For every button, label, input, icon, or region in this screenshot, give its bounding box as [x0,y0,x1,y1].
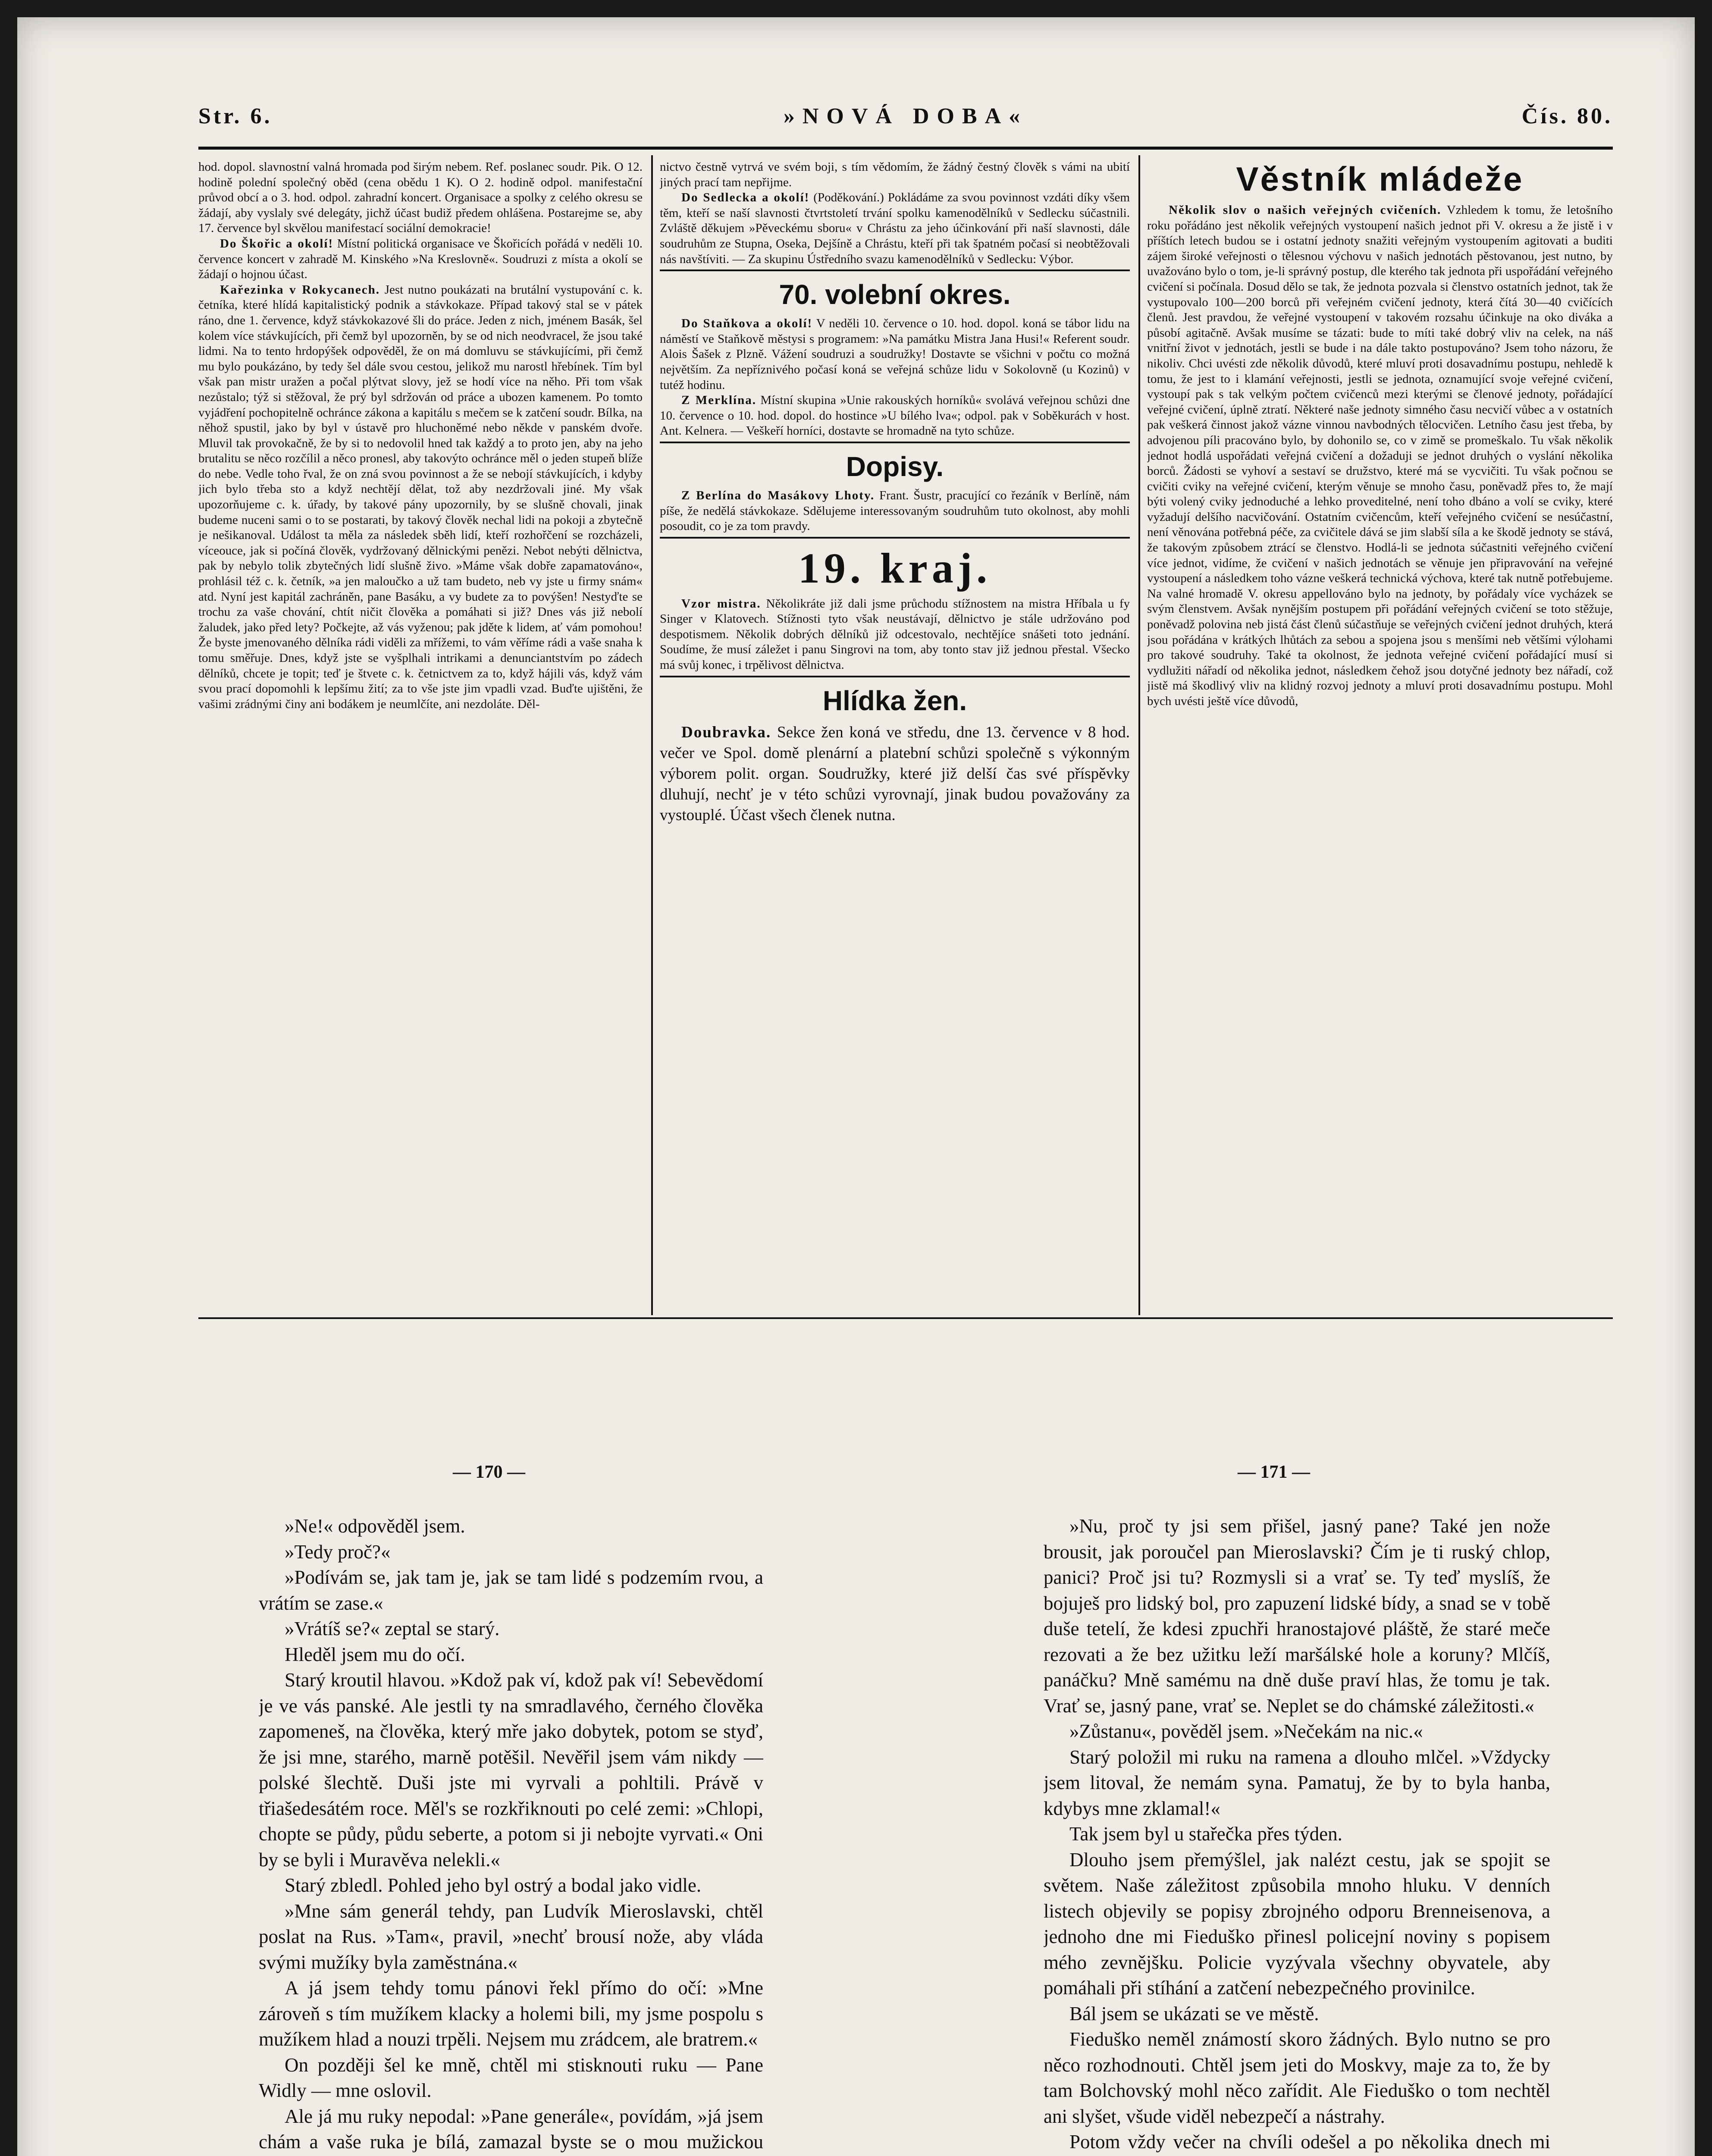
article-heading: Kařezinka v Rokycanech. [220,282,380,297]
page-number-right: — 171 — [1238,1462,1310,1482]
article-paragraph [660,596,1130,673]
column-divider [1138,155,1140,1315]
section-title-hlidka-zen: Hlídka žen. [822,685,967,716]
story-paragraph: Ale já mu ruky nepodal: »Pane generále«, povídám, »já jsem chám a vaše ruka je bílá, zamazal byste se o mou mužickou [259,2105,763,2153]
section-title-dopisy: Dopisy. [846,451,944,482]
article-text: Vzhledem k tomu, že letošního roku pořádáno jest několik veřejných vystoupení našich jednot při V. okresu a že jistě i v příštích letech budou se i ostatní jednoty snažiti veřejným vystoupením agitovati a buditi zájem široké veřejnosti o tělesnou výchovu v našich jednotách pěstovanou, jest nutno, by uvažováno bylo o tom, je-li správný postup, dle kterého tak jednota při uspořádání veřejného cvičení si počínala. Dosud dělo se tak, že jednota pozvala si členstvo ostatních jednot, tak že vystupovalo 100—200 borců při veřejném cvičení jednoty, která čítá 30—40 cvičících členů. Jest pravdou, že veřejné vystoupení v takovém rozsahu účinkuje na oko diváka a působí agitačně. Avšak musíme se tázati: bude to míti také dobrý vliv na celek, na náš vnitřní život v jednotách, jestli se bude i na dále takto postupováno? Jsem toho názoru, že nikoliv. Chci uvésti zde několik důvodů, které mluví proti dosavadnímu postupu, nehledě k tomu, že jest to i klamání veřejnosti, jestli se jednota, oznamující svoje veřejné cvičení, vystoupí pak s tak velkým počtem cvičenců mezi kterými se členové jednoty, pořádající veřejné cvičení, úplně ztratí. Některé naše jednoty simného času necvičí vůbec a v ostatních pak veškerá činnost jakož vázne vinnou navbodných tělocvičen. Letního času jest třeba, by advojenou píli pracováno bylo, by dohonilo se, co v zimě se promeškalo. Tu však několik jednot hodlá uspořádati veřejná cvičení a dožaduji se jednot druhých o vyslání několika borců. Žádosti se vyhoví a sestaví se družstvo, které má se vycvičiti. Tu však počnou se cvičiti cviky na veřejné cvičení, kterým věnuje se mnoho času, poněvadž přes to, že mají býti volený cviky jednoduché a lehko proveditelné, není toho dbáno a volí se cviky, které vyžadují delšího nacvičování. Ostatním cvičencům, kteří veřejného cvičení se nesúčastní, není věnována potřebná péče, za cvičitele dává se jim slabší síla a ke škodě jednoty se stává, že takovým způsobem ztrácí se členstvo. Hodlá-li se jednota súčastniti veřejného cvičení více jednot, vidíme, že cvičení v našich jednotách se věnuje jen připravování na veřejné vystoupení a následkem toho vázne veškerá technická výchova, které tak nutně potřebujeme. Na valné hromadě V. okresu appellováno bylo na jednoty, by pořádaly více vycházek se svým členstvem. Avšak nynějším postupem při pořádání veřejných cvičení se toto stěžuje, poněvadž polovina neb jistá část členů súčastňuje se veřejných cvičení jednot druhých, která jsou pořádána v krátkých lhůtách za sebou a spojena jsou s menšími neb většími výlohami pro takové soudruhy. Také ta okolnost, že jednota veřejné cvičení pořádající musí si vydlužiti nářadí od několika jednot, následkem čehož jsou dotyčné jednoty bez nářadí, což jistě má škodlivý vliv na klidný rozvoj jednoty a mluví proti dosavadnímu postupu. Mohl bych uvésti ještě více důvodů, [1147,203,1613,708]
story-paragraph: Starý kroutil hlavou. »Kdož pak ví, kdož pak ví! Sebevědomí je ve vás panské. Ale jestli ty na smradlavého, černého člověka zapomeneš, na člověka, který mře jako dobytek, potom se styď, že jsi mne, starého, marně potěšil. Nevěřil jsem vám nikdy — polské šlechtě. Duši jste mi vyrvali a pohltili. Právě v třiašedesátém roce. Měl's se rozkřiknouti po celé zemi: »Chlopi, chopte se půdy, půdu seberte, a potom si ji nebojte vyrvati.« Oni by se byli i Muravěva nelekli.« [259,1669,763,1871]
article-paragraph [660,722,1130,826]
article-heading: Do Škořic a okolí! [220,236,334,251]
article-heading: Doubravka. [681,723,771,741]
newspaper-title: »NOVÁ DOBA« [783,104,1028,128]
story-paragraph: »Nu, proč ty jsi sem přišel, jasný pane? Také jen nože brousit, jak poroučel pan Mieroslavski? Čím je ti ruský chlop, panici? Proč jsi tu? Rozmysli si a vrať se. Ty teď myslíš, že bojuješ pro lidský bol, pro zapuzení lidské bídy, a snad se v tobě duše tetelí, že kdesi zpuchři hranostajové pláště, že staré meče rezovati a že bez užitku leží maršálské hole a koruny? Mlčíš, panáčku? Mně samému na dně duše praví hlas, že tomu je tak. Vrať se, jasný pane, vrať se. Neplet se do chámské záležitosti.« [1044,1515,1550,1717]
page-number-left: — 170 — [453,1462,525,1482]
section-rule [660,676,1130,677]
article-paragraph [1147,203,1613,709]
story-column-left [259,1514,763,2156]
story-column-right [1044,1514,1550,2156]
article-heading: Do Sedlecka a okolí! [681,191,810,205]
article-heading: Vzor mistra. [681,596,761,611]
story-paragraph: »Mne sám generál tehdy, pan Ludvík Mieroslavski, chtěl poslat na Rus. »Tam«, pravil, »nechť brousí nože, aby vláda svými mužíky byla zaměstnána.« [259,1900,763,1973]
article-heading: Z Berlína do Masákovy Lhoty. [681,488,875,502]
article-text: Jest nutno poukázati na brutální vystupování c. k. četníka, které hlídá kapitalistický podnik a stávkokaze. Případ takový stal se v pátek ráno, dne 1. července, když stávkokazové šli do práce. Jeden z nich, jménem Basák, šel kolem více stávkujících, při čemž byl upozorněn, by se od nich neodvracel, že jsou také lidmi. Na to tento hrdopýšek odpověděl, že on má domluvu se stávkujícími, při čemž mu bylo poukázáno, by tedy šel dále svou cestou, jelikož mu narostl hřebínek. Tím byl však pan mistr uražen a počal plýtvat slovy, jež se hodí více na něho. Při tom však nezůstalo; týž si stěžoval, že prý byl sdržován od práce a ubozen kamenem. Po tomto vyjádření pochopitelně ochránce zákona a kapitálu s mečem se k zatčení soudr. Bílka, na něhož spustil, jako by byl v ústavě pro hluchoněmé nebo někde v panském dvoře. Mluvil tak provokačně, že by si to nedovolil hned tak každý a to proto jen, aby na jeho brutalitu se něco rozčílil a něco pronesl, aby takovýto ochránce měl o jeden stupeň blíže do nebe. Vedle toho řval, že on zná svou povinnost a že se nebojí stávkujících, i kdyby jich bylo třeba sto a když nechtějí dělat, tož aby nezdržovali jiné. My však upozorňujeme c. k. úřady, by takové pány upozornily, by se slušně chovali, jinak budeme nuceni sami o to se postarati, by takový člověk nechal lidi na pokoji a zbytečně je nešikanoval. Událost ta měla za následek sběh lidí, kteří rozhořčení se rozcházeli, víceouce, jak si počíná člověk, vydržovaný dělnickými penězi. Nebot nebýti dělnictva, pak by nebylo tolik zbytečných lidí slušně živo. »Máme však dobře zapamatováno«, prohlásil též c. k. četník, »a jen maloučko a už tam budeto, neb vy jste u firmy snám« atd. Nyní jest kapitál zachráněn, pane Basáku, a vy budete za to povýšen! Nestyďte se trochu za vaše chování, chtít ničit člověka a pomáhati si již? Dnes vás již nebolí žaludek, jako před lety? Počkejte, až vás vyženou; pak jděte k lidem, ať vám pomohou! Že byste jmenovaného dělníka rádi viděli za mřížemi, to vám věříme rádi a vaše snaha k tomu směřuje. Dnes, když jste se vyšplhali intrikami a denunciantstvím po zádech dělníků, chcete je topit; teď je štvete c. k. četnictvem za to, když hájili vás, když vám svou prací dopomohli k lepšímu žití; za to vše jste jim vpadli vzad. Buďte ujištěni, že vašimi zrádnými činy ani bodákem je neumlčíte, ani nezdoláte. Děl- [198,282,643,711]
section-rule [660,442,1130,443]
article-heading: Do Staňkova a okolí! [681,317,813,331]
article-paragraph [660,393,1130,439]
story-paragraph: A já jsem tehdy tomu pánovi řekl přímo do očí: »Mne zároveň s tím mužíkem klacky a holemi bili, my jsme pospolu s mužíkem hlad a nouzi trpěli. Nejsem mu zrádcem, ale bratrem.« [259,1977,763,2050]
article-paragraph [660,316,1130,393]
story-paragraph: »Podívám se, jak tam je, jak se tam lidé s podzemím rvou, a vrátím se zase.« [259,1567,763,1614]
page-issue: Str. 6. [198,104,273,128]
article-text: Několikráte již dali jsme průchodu stížnostem na mistra Hříbala u fy Singer v Klatovech. Stížnosti tyto však neustávají, dělnictvo je stále udržováno pod despotismem. Několik dobrých dělníků již odcestovalo, nechtějíce snášeti toto jednání. Soudíme, že musí záležet i panu Singrovi na tom, aby tonto stav již jednou přestal. Všecko má svůj konec, i trpělivost dělnictva. [660,596,1130,672]
issue-number: Čís. 80. [1521,104,1613,128]
story-paragraph: Potom vždy večer na chvíli odešel a po několika dnech mi [1069,2131,1550,2153]
section-rule [660,537,1130,539]
newspaper-page [17,17,1695,2156]
story-paragraph: Hleděl jsem mu do očí. [285,1643,465,1665]
story-paragraph: Starý zbledl. Pohled jeho byl ostrý a bodal jako vidle. [285,1874,702,1896]
article-column-2 [660,160,1130,1315]
story-paragraph: Starý položil mi ruku na ramena a dlouho mlčel. »Vždycky jsem litoval, že nemám syna. Pamatuj, že by to byla hanba, kdybys mne zklamal!« [1044,1746,1550,1819]
section-title-kraj: 19. kraj. [798,544,992,592]
story-paragraph: Bál jsem se ukázati se ve městě. [1069,2002,1319,2024]
article-text: (Poděkování.) Pokládáme za svou povinnost vzdáti díky všem těm, kteří se naší slavnosti čtvrtstoletí trvání spolku kamenodělníků v Sedlecku súčastnili. Zvláště děkujem »Pěveckému sboru« v Chrástu za jeho účinkování při naší slavnosti, dále soudruhům ze Stupna, Oseka, Dejšíně a Chrástu, kteří při tak špatném počasí si neobtěžovali nás navštíviti. — Za skupinu Ústředního svazu kamenodělníků v Sedlecku: Výbor. [660,191,1130,266]
story-paragraph: Dlouho jsem přemýšlel, jak nalézt cestu, jak se spojit se světem. Naše záležitost způsobila mnoho hluku. V denních listech objevily se popisy zbrojného odporu Brenneisenova, a jednoho dne mi Fieduško přinesl policejní noviny s popisem mého zevnějšku. Policie vyzývala všechny obyvatele, aby pomáhali při stíhání a zatčení nebezpečného provinilce. [1044,1849,1550,1999]
article-column-1 [198,160,643,1315]
article-paragraph [198,282,643,712]
article-heading: Několik slov o našich veřejných cvičeních. [1169,203,1442,217]
article-column-3 [1147,160,1613,1315]
article-text: V neděli 10. července o 10. hod. dopol. koná se tábor lidu na náměstí ve Staňkově městysi s programem: »Na památku Mistra Jana Husi!« Referent soudr. Alois Šašek z Plzně. Vážení soudruzi a soudružky! Dostavte se všichni v počtu co možná největším. Za nepříznivého počasí koná se veřejná schůze lidu v Sokolovně (u Kozinů) v tutéž hodinu. [660,317,1130,392]
article-text: Místní skupina »Unie rakouských horníků« svolává veřejnou schůzi dne 10. července o 10. hod. dopol. do hostince »U bílého lva«; odpol. pak v Soběkurách v host. Ant. Kelnera. — Veškeří horníci, dostavte se hromadně na tyto schůze. [660,393,1130,438]
article-paragraph: nictvo čestně vytrvá ve svém boji, s tím vědomím, že žádný čestný člověk s vámi na ubití jiných prací tam nepřijme. [660,160,1130,189]
story-paragraph: »Tedy proč?« [285,1541,391,1563]
article-text: Sekce žen koná ve středu, dne 13. července v 8 hod. večer ve Spol. domě plenární a platební schůzi společně s výkonným výborem polit. organ. Soudružky, které již delší čas své příspěvky dluhují, nechť je v této schůzi vyrovnají, jinak budou považovány za vystouplé. Účast všech členek nutna. [660,723,1130,824]
story-paragraph: Fieduško neměl známostí skoro žádných. Bylo nutno se pro něco rozhodnouti. Chtěl jsem jeti do Moskvy, maje za to, že by tam Bolchovský mohl něco zařídit. Ale Fieduško o tom nechtěl ani slyšet, všude viděl nebezpečí a nástrahy. [1044,2028,1550,2127]
section-title-vestnik-mladeze: Věstník mládeže [1236,160,1524,198]
story-paragraph: Tak jsem byl u stařečka přes týden. [1069,1823,1342,1845]
story-paragraph: »Ne!« odpověděl jsem. [285,1515,465,1537]
story-paragraph: »Zůstanu«, pověděl jsem. »Nečekám na nic.« [1069,1720,1423,1742]
column-bottom-rule [198,1317,1613,1319]
article-paragraph [198,236,643,282]
section-rule [660,270,1130,271]
article-text: Frant. Šustr, pracující co řezáník v Berlíně, nám píše, že nedělá stávkokaze. Sdělujeme interessovaným soudruhům tuto okolnost, aby mohli posoudit, co je za tom pravdy. [660,488,1130,533]
article-text: Místní politická organisace ve Škořicích pořádá v neděli 10. července koncert v zahradě M. Kinského »Na Kreslovně«. Soudruzi z místa a okolí se žádají o hojnou účast. [198,236,643,282]
story-paragraph: On později šel ke mně, chtěl mi stisknouti ruku — Pane Widly — mne oslovil. [259,2054,763,2101]
section-title-volebni-okres: 70. volební okres. [779,279,1011,310]
header-rule [198,147,1613,150]
story-paragraph: »Vrátíš se?« zeptal se starý. [285,1618,500,1639]
article-heading: Z Merklína. [681,393,756,407]
column-divider [651,155,653,1315]
article-paragraph [660,190,1130,267]
article-paragraph [660,488,1130,534]
page-header [198,103,1613,142]
article-paragraph: hod. dopol. slavnostní valná hromada pod širým nebem. Ref. poslanec soudr. Pik. O 12. hodině polední společný oběd (cena obědu 1 K). O 2. hodině odpol. manifestační průvod obcí a o 3. hod. odpol. zahradní koncert. Organisace a spolky z celého okresu se žádají, aby vyslaly své delegáty, jichž účast budiž předem ohlášena. Postarejme se, aby 17. července byl skvělou manifestací sociální demokracie! [198,160,643,235]
